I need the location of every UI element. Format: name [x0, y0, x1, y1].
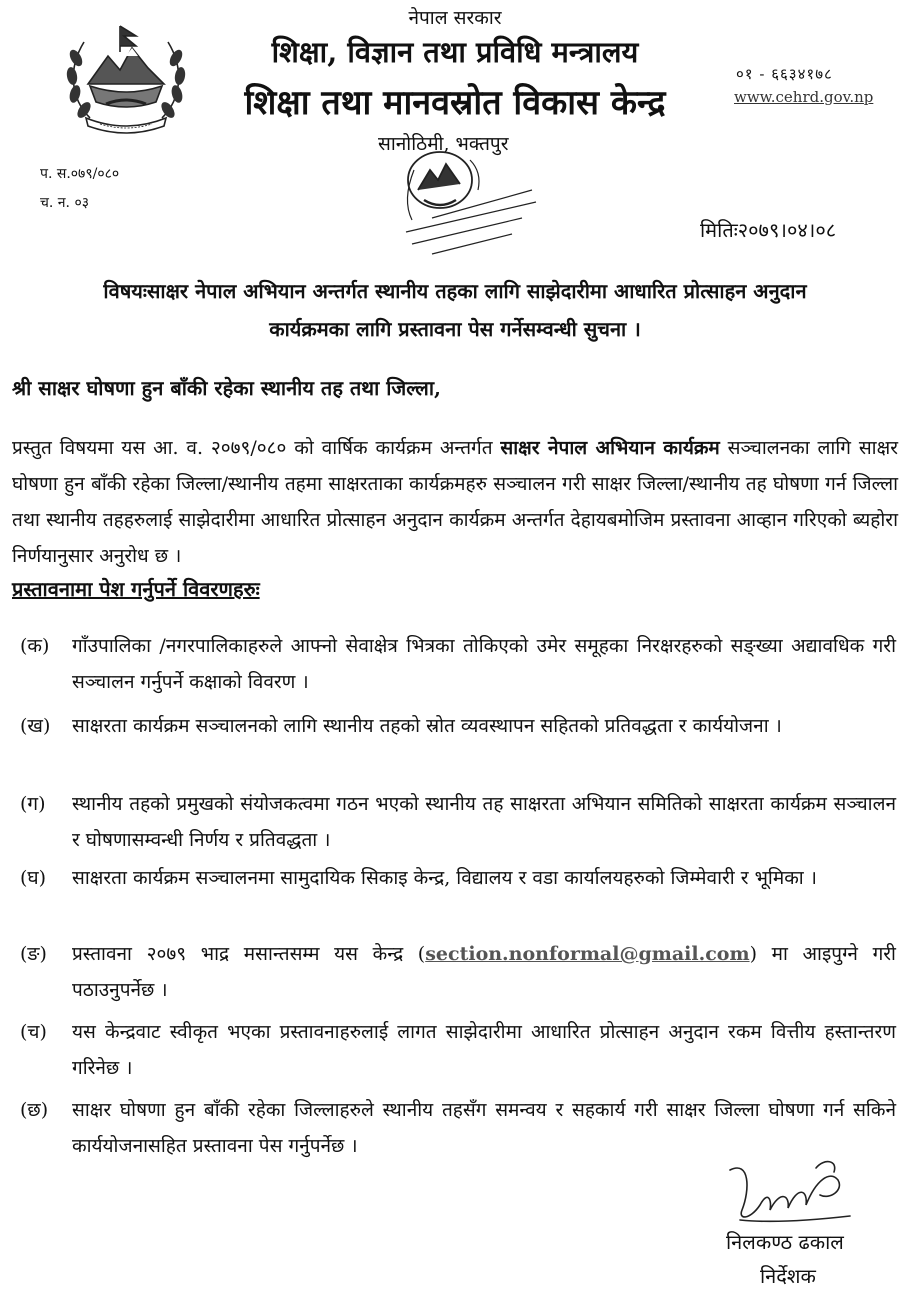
item-text: साक्षरता कार्यक्रम सञ्चालनको लागि स्थानीय तहको स्रोत व्यवस्थापन सहितको प्रतिवद्धता र कार्ययोजना । [72, 715, 782, 737]
item-text: गाँउपालिका /नगरपालिकाहरुले आफ्नो सेवाक्षेत्र भित्रका तोकिएको उमेर समूहका निरक्षरहरुको सङ्ख्या अद्यावधिक गरी सञ्चालन गर्नुपर्ने कक्षाको विवरण । [72, 635, 896, 693]
item-label: (क) [20, 635, 50, 657]
government-name: नेपाल सरकार [408, 7, 502, 29]
signer-name: निलकण्ठ ढकाल [726, 1230, 844, 1254]
email-link[interactable]: section.nonformal@gmail.com [425, 943, 750, 965]
addressee: श्री साक्षर घोषणा हुन बाँकी रहेका स्थानीय तह तथा जिल्ला, [12, 376, 441, 400]
body-paragraph [12, 430, 898, 574]
body-text-2: सञ्चालनका लागि साक्षर घोषणा हुन बाँकी रहेका जिल्ला/स्थानीय तहमा साक्षरताका कार्यक्रमहरु सञ्चालन गरी साक्षर जिल्ला/स्थानीय तह घोषणा गर्न जिल्ला तथा स्थानीय तहहरुलाई साझेदारीमा आधारित प्रोत्साहन अनुदान कार्यक्रम अन्तर्गत देहायबमोजिम प्रस्तावना आव्हान गरिएको ब्यहोरा निर्णयानुसार अनुरोध छ । [12, 437, 898, 567]
signer-title: निर्देशक [760, 1264, 816, 1288]
subject-line-1: विषयःसाक्षर नेपाल अभियान अन्तर्गत स्थानीय तहका लागि साझेदारीमा आधारित प्रोत्साहन अनुदान [103, 279, 807, 303]
body-text-1: प्रस्तुत विषयमा यस आ. व. २०७९/०८० को वार्षिक कार्यक्रम अन्तर्गत [12, 437, 501, 459]
item-label: (घ) [20, 867, 47, 889]
item-text: साक्षरता कार्यक्रम सञ्चालनमा सामुदायिक सिकाइ केन्द्र, विद्यालय र वडा कार्यालयहरुको जिम्मेवारी र भूमिका । [72, 867, 817, 889]
item-text-before: प्रस्तावना २०७९ भाद्र मसान्तसम्म यस केन्द्र ( [72, 943, 426, 965]
office-location: सानोठिमी, भक्तपुर [378, 133, 509, 155]
item-label: (ङ) [20, 943, 47, 965]
item-label: (ख) [20, 715, 51, 737]
office-stamp-icon [372, 140, 542, 258]
center-name: शिक्षा तथा मानवस्रोत विकास केन्द्र [244, 83, 666, 123]
website-link[interactable]: www.cehrd.gov.np [734, 88, 874, 106]
program-name: साक्षर नेपाल अभियान कार्यक्रम [500, 437, 720, 459]
item-label: (ग) [20, 793, 46, 815]
dispatch-number: च. न. ०३ [40, 195, 90, 211]
ministry-name: शिक्षा, विज्ञान तथा प्रविधि मन्त्रालय [271, 35, 639, 69]
item-text [72, 936, 896, 1008]
item-label: (च) [20, 1021, 47, 1043]
letter-date: मितिः२०७९।०४।०८ [700, 218, 837, 242]
handwritten-signature-icon [720, 1150, 860, 1230]
item-text: यस केन्द्रवाट स्वीकृत भएका प्रस्तावनाहरुलाई लागत साझेदारीमा आधारित प्रोत्साहन अनुदान रकम वित्तीय हस्तान्तरण गरिनेछ । [72, 1021, 896, 1079]
phone-number: ०१ - ६६३४१७८ [736, 65, 833, 83]
details-heading: प्रस्तावनामा पेश गर्नुपर्ने विवरणहरुः [12, 577, 260, 601]
letter-number: प. स.०७९/०८० [40, 166, 120, 182]
subject [40, 272, 870, 348]
item-text: स्थानीय तहको प्रमुखको संयोजकत्वमा गठन भएको स्थानीय तह साक्षरता अभियान समितिको साक्षरता कार्यक्रम सञ्चालन र घोषणासम्वन्धी निर्णय र प्रतिवद्धता । [72, 793, 896, 851]
item-text: साक्षर घोषणा हुन बाँकी रहेका जिल्लाहरुले स्थानीय तहसँग समन्वय र सहकार्य गरी साक्षर जिल्ला घोषणा गर्न सकिने कार्ययोजनासहित प्रस्तावना पेस गर्नुपर्नेछ । [72, 1099, 896, 1157]
item-text-after: ) मा आइपुग्ने गरी पठाउनुपर्नेछ । [72, 943, 896, 1001]
item-label: (छ) [20, 1099, 49, 1121]
subject-line-2: कार्यक्रमका लागि प्रस्तावना पेस गर्नेसम्वन्धी सुचना । [269, 317, 641, 341]
